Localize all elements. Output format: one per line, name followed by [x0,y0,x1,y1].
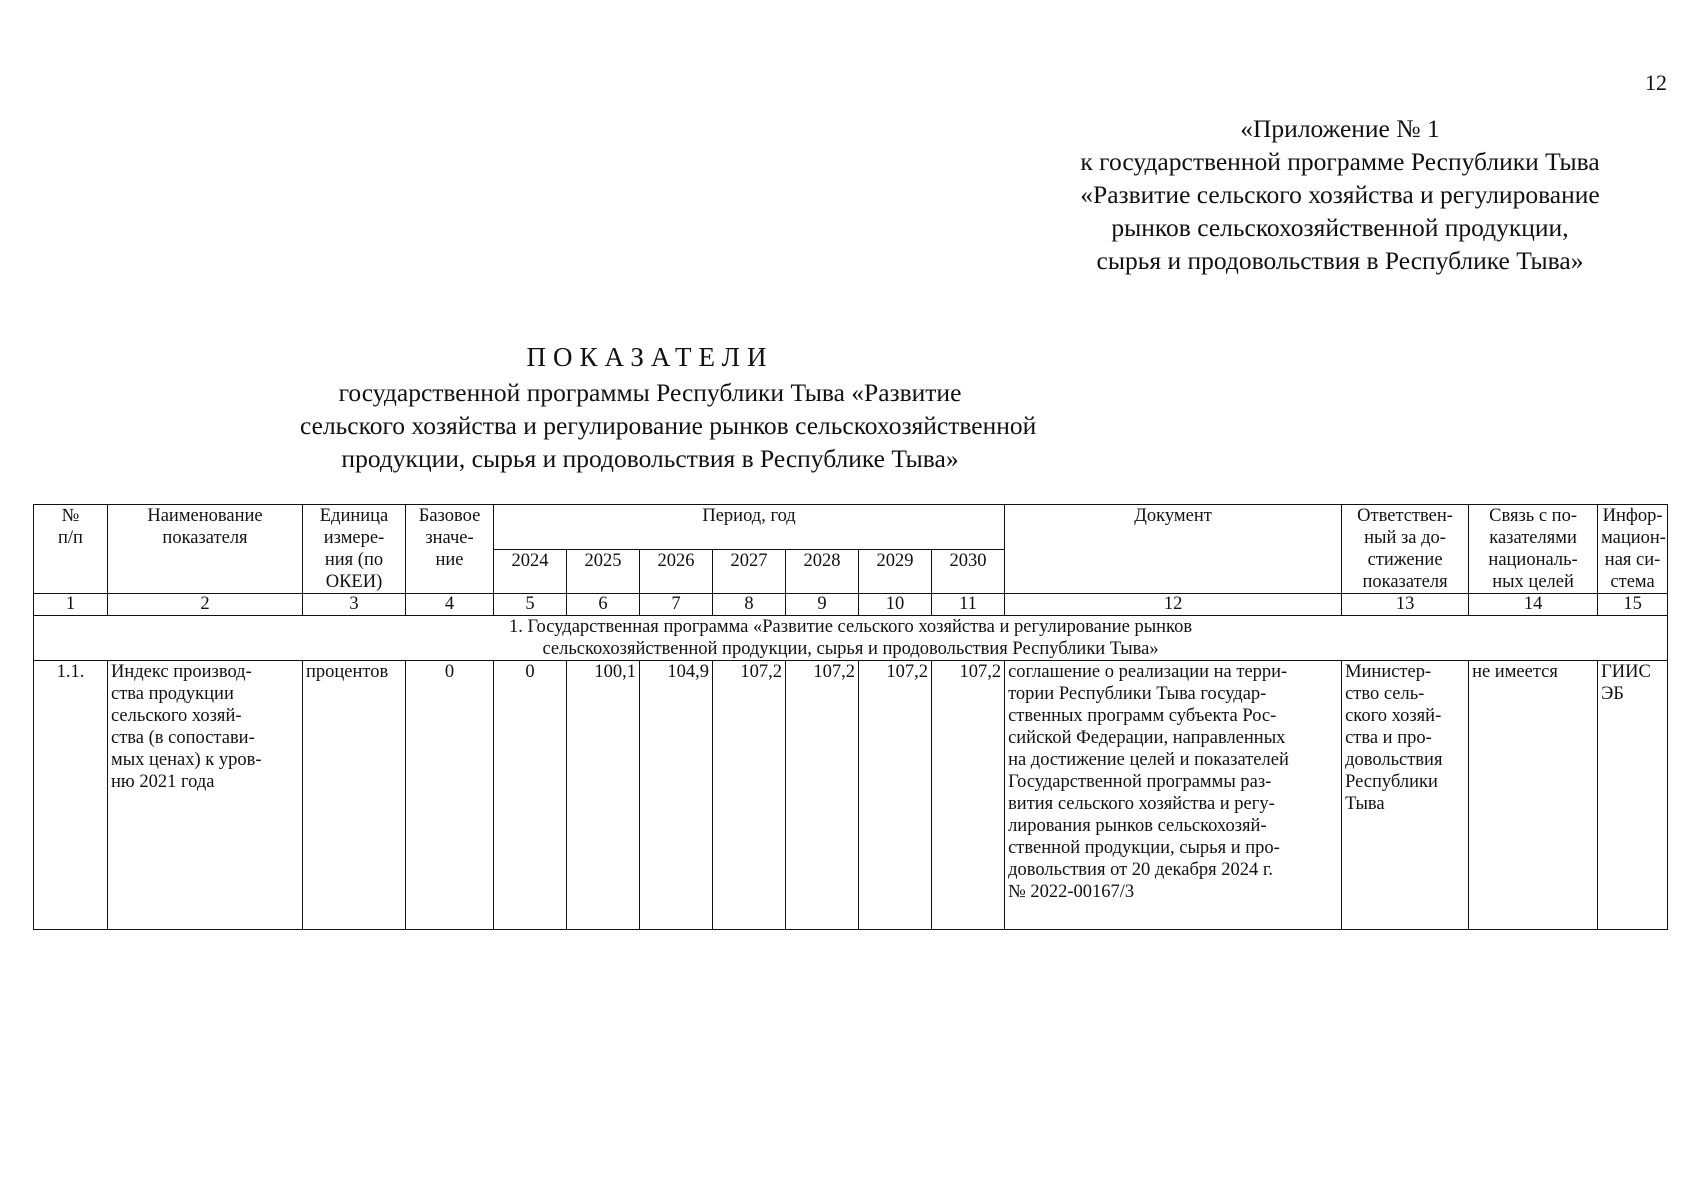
cell-value: 107,2 [713,661,786,930]
column-number: 12 [1005,594,1342,616]
column-number: 8 [713,594,786,616]
appendix-line: «Развитие сельского хозяйства и регулирование [1080,180,1600,209]
appendix-note [1030,112,1650,277]
document-heading [300,338,1037,475]
appendix-line: рынков сельскохозяйственной продукции, [1111,213,1569,242]
column-numbers-row [34,594,1668,616]
header-base: Базовое значе- ние [406,505,494,594]
document-title: ПОКАЗАТЕЛИ [526,342,774,372]
header-unit: Единица измере- ния (по ОКЕИ) [303,505,406,594]
header-document: Документ [1005,505,1342,594]
section-row [34,616,1668,661]
table-row [34,661,1668,930]
column-number: 6 [567,594,640,616]
appendix-line: «Приложение № 1 [1240,114,1440,143]
header-info: Инфор- мацион- ная си- стема [1598,505,1668,594]
cell-value: 107,2 [932,661,1005,930]
header-link: Связь с по- казателями националь- ных целей [1469,505,1598,594]
cell-value: 0 [494,661,567,930]
column-number: 14 [1469,594,1598,616]
header-responsible: Ответствен- ный за до- стижение показателя [1342,505,1469,594]
appendix-line: сырья и продовольствия в Республике Тыва» [1096,246,1584,275]
column-number: 11 [932,594,1005,616]
cell-responsible: Министер- ство сель- ского хозяй- ства и про- довольствия Республики Тыва [1342,661,1469,930]
cell-value: 100,1 [567,661,640,930]
page-number: 12 [1645,70,1667,95]
cell-value: 107,2 [859,661,932,930]
cell-no: 1.1. [34,661,108,930]
header-no: № п/п [34,505,108,594]
column-number: 9 [786,594,859,616]
section-title: 1. Государственная программа «Развитие сельского хозяйства и регулирование рынков сельскохозяйственной продукции, сырья и продовольствия Республики Тыва» [34,616,1668,661]
header-row [34,505,1668,550]
header-year: 2029 [859,549,932,594]
column-number: 7 [640,594,713,616]
column-number: 1 [34,594,108,616]
cell-info: ГИИС ЭБ [1598,661,1668,930]
header-name: Наименование показателя [108,505,303,594]
header-year: 2028 [786,549,859,594]
subtitle-line: продукции, сырья и продовольствия в Республике Тыва» [341,444,959,473]
header-year: 2024 [494,549,567,594]
header-year: 2030 [932,549,1005,594]
column-number: 3 [303,594,406,616]
indicators-table [33,504,1668,930]
subtitle-line: сельского хозяйства и регулирование рынков сельскохозяйственной [300,411,1037,440]
cell-value: 104,9 [640,661,713,930]
column-number: 15 [1598,594,1668,616]
column-number: 4 [406,594,494,616]
appendix-line: к государственной программе Республики Тыва [1080,147,1600,176]
column-number: 2 [108,594,303,616]
header-period: Период, год [494,505,1005,550]
cell-value: 107,2 [786,661,859,930]
document-subtitle [300,376,1037,475]
cell-name: Индекс производ- ства продукции сельского хозяй- ства (в сопостави- мых ценах) к уров- ню 2021 года [108,661,303,930]
header-year: 2025 [567,549,640,594]
column-number: 13 [1342,594,1469,616]
column-number: 10 [859,594,932,616]
cell-document: соглашение о реализации на терри- тории Республики Тыва государ- ственных программ субъекта Рос- сийской Федерации, направленных на достижение целей и показателей Государственной программы раз- вития сельского хозяйства и регу- лирования рынков сельскохозяй- ственной продукции, сырья и про- довольствия от 20 декабря 2024 г. № 2022-00167/3 [1005,661,1342,930]
header-year: 2026 [640,549,713,594]
cell-link: не имеется [1469,661,1598,930]
cell-unit: процентов [303,661,406,930]
subtitle-line: государственной программы Республики Тыва «Развитие [338,378,962,407]
header-year: 2027 [713,549,786,594]
column-number: 5 [494,594,567,616]
cell-base: 0 [406,661,494,930]
